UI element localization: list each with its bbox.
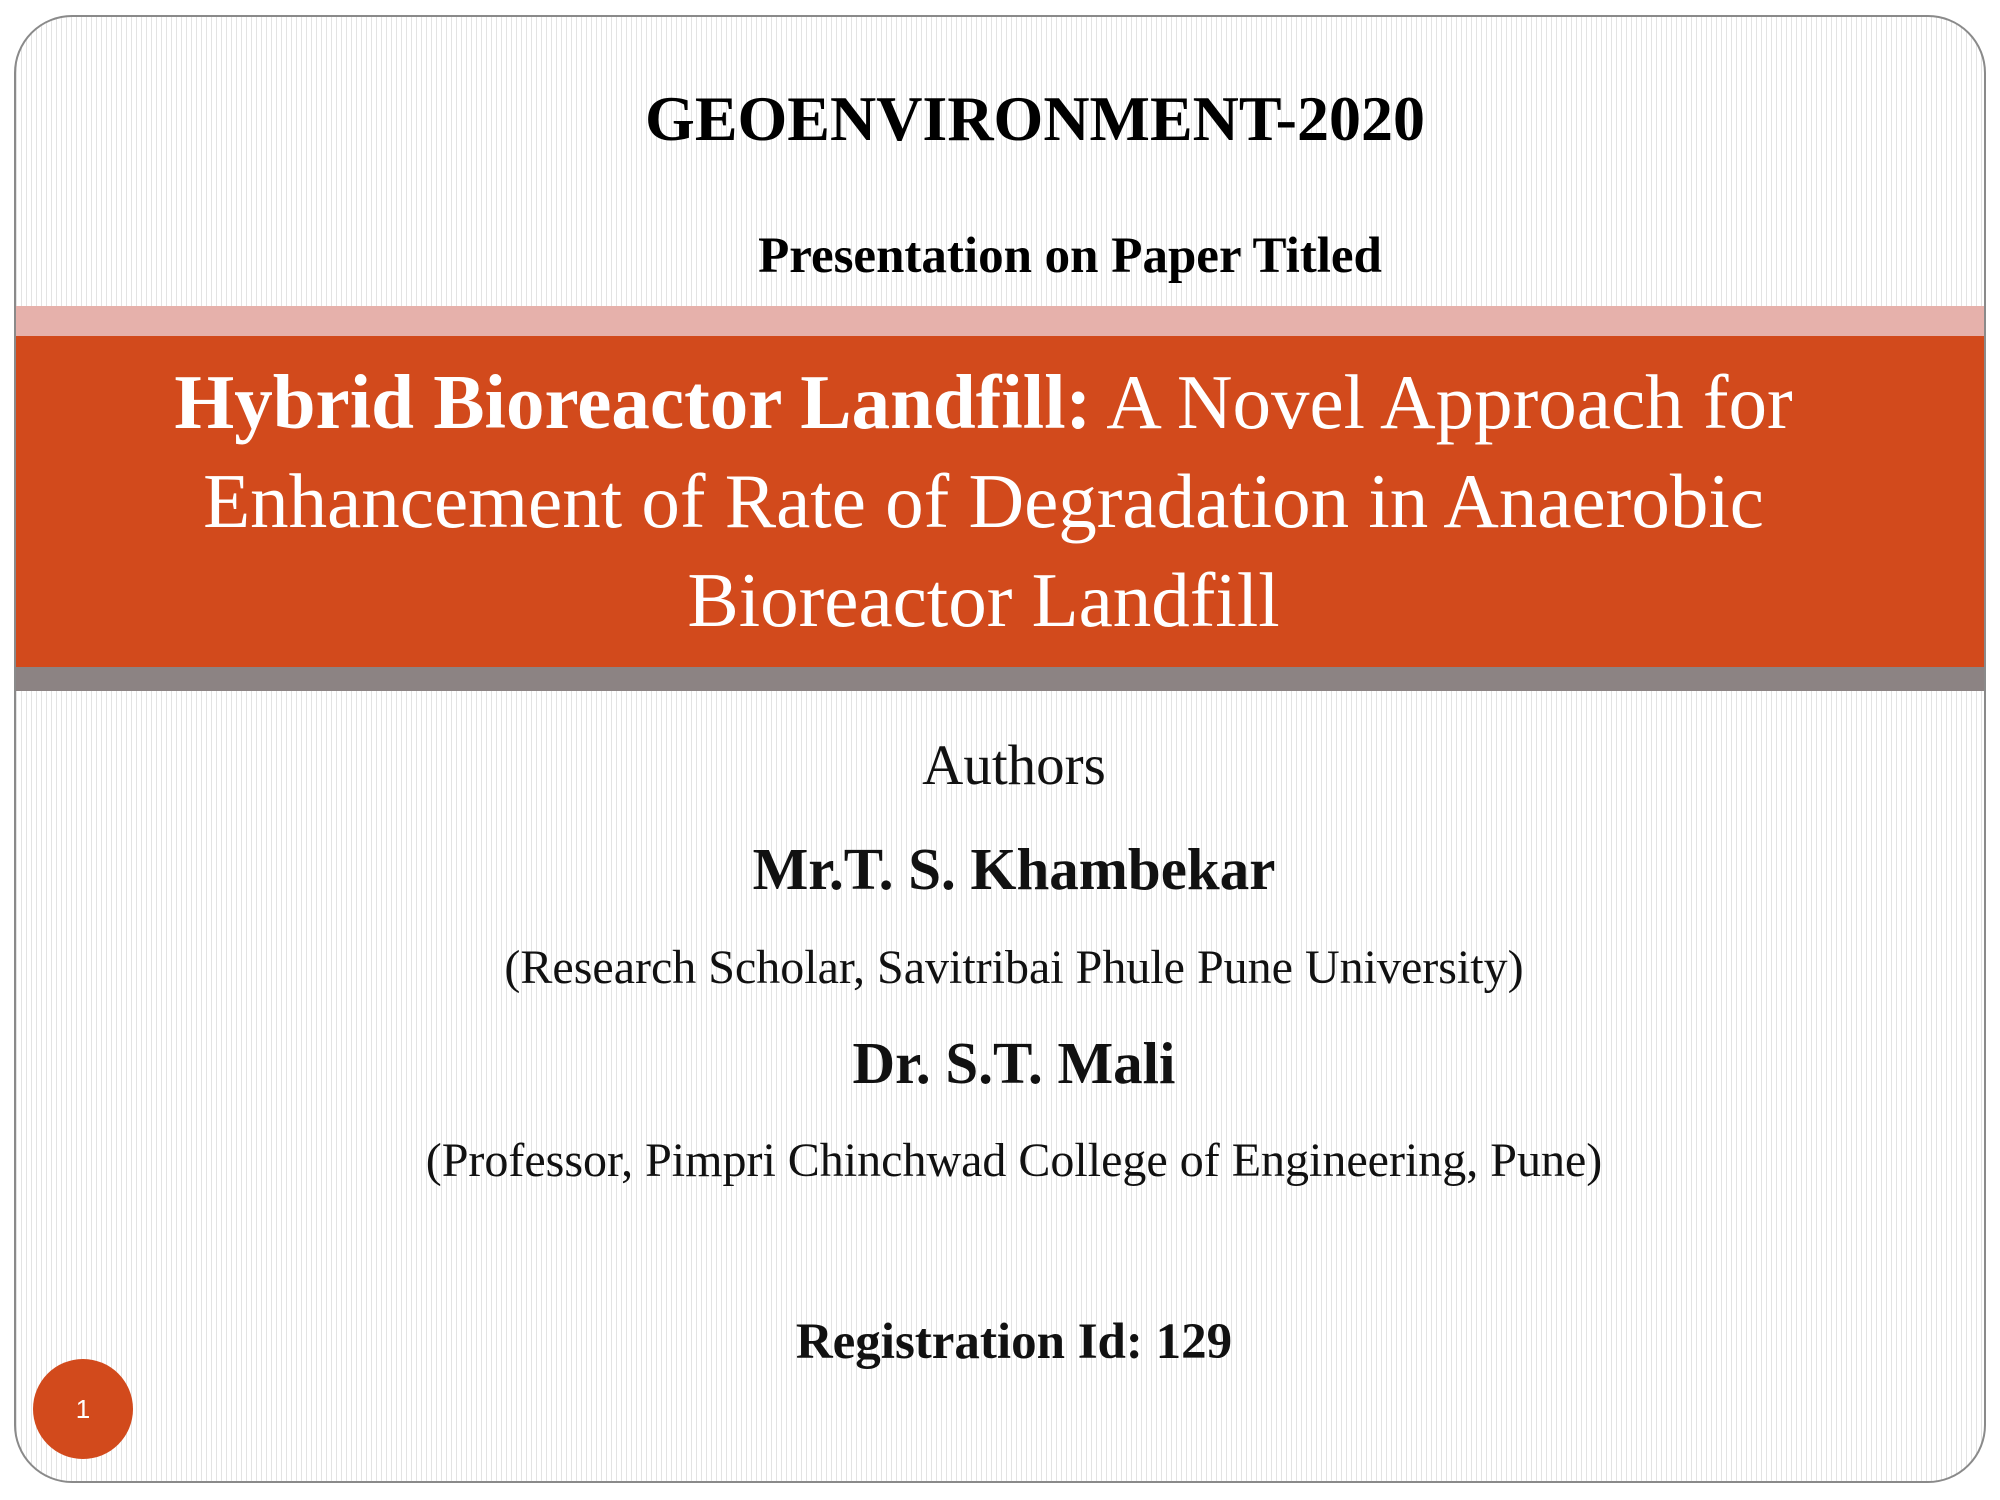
title-band-bottom-stripe <box>16 667 1984 691</box>
paper-title <box>16 336 1951 667</box>
presentation-subtitle: Presentation on Paper Titled <box>758 228 1382 284</box>
paper-title-line-1 <box>174 353 1792 452</box>
author-affiliation: (Professor, Pimpri Chinchwad College of Engineering, Pune) <box>425 1134 1603 1187</box>
registration-id: Registration Id: 129 <box>795 1314 1233 1370</box>
conference-title: GEOENVIRONMENT-2020 <box>645 83 1425 154</box>
author-affiliation: (Research Scholar, Savitribai Phule Pune University) <box>504 941 1524 994</box>
paper-title-line-2: Enhancement of Rate of Degradation in Anaerobic <box>203 458 1764 544</box>
slide <box>14 15 1986 1483</box>
author-name: Mr.T. S. Khambekar <box>752 836 1276 902</box>
authors-heading: Authors <box>922 734 1106 797</box>
paper-title-lead: Hybrid Bioreactor Landfill: <box>174 359 1092 445</box>
title-band-top-stripe <box>16 306 1984 336</box>
title-band <box>16 336 1984 667</box>
author-name: Dr. S.T. Mali <box>852 1030 1176 1096</box>
slide-number-badge: 1 <box>33 1359 133 1459</box>
paper-title-line-1-rest: A Novel Approach for <box>1091 359 1793 445</box>
paper-title-line-3: Bioreactor Landfill <box>687 557 1280 643</box>
